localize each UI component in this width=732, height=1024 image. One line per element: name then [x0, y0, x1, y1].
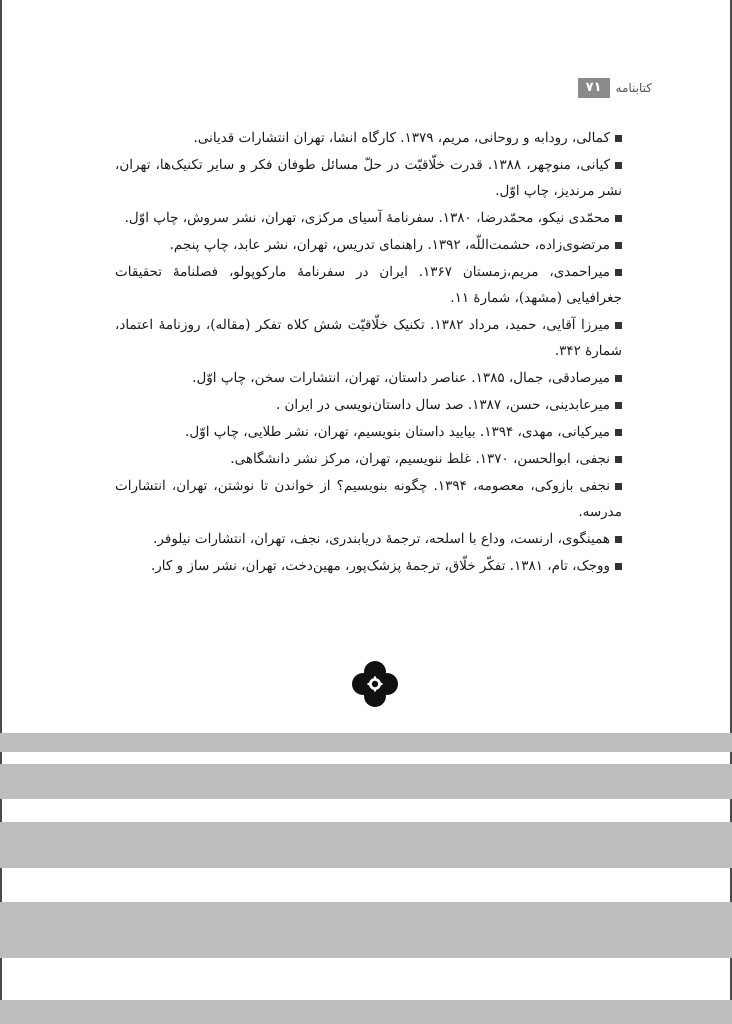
reference-text: مرتضوی‌زاده، حشمت‌اللّه، ۱۳۹۲. راهنمای تدریس، تهران، نشر عابد، چاپ پنجم. [169, 237, 610, 253]
decorative-stripe [0, 764, 732, 799]
reference-item [115, 205, 622, 231]
square-bullet-icon [615, 563, 622, 570]
reference-item [115, 526, 622, 552]
reference-item [115, 553, 622, 579]
page-number: ۷۱ [578, 78, 610, 98]
reference-text: میرصادقی، جمال، ۱۳۸۵. عناصر داستان، تهران، انتشارات سخن، چاپ اوّل. [192, 370, 610, 386]
square-bullet-icon [615, 456, 622, 463]
reference-item [115, 392, 622, 418]
decorative-stripe [0, 1000, 732, 1024]
decorative-stripe [0, 902, 732, 958]
square-bullet-icon [615, 215, 622, 222]
reference-text: همینگوی، ارنست، وداع با اسلحه، ترجمهٔ دریابندری، نجف، تهران، انتشارات نیلوفر. [153, 531, 610, 547]
reference-text: میراحمدی، مریم،زمستان ۱۳۶۷. ایران در سفرنامهٔ مارکوپولو، فصلنامهٔ تحقیقات جغرافیایی (مشهد)، شمارهٔ ۱۱. [115, 264, 622, 306]
reference-item [115, 419, 622, 445]
reference-text: کیانی، منوچهر، ۱۳۸۸. قدرت خلّاقیّت در حلّ مسائل طوفان فکر و سایر تکنیک‌ها، تهران، نشر مرندیز، چاپ اوّل. [115, 157, 622, 199]
reference-item [115, 473, 622, 525]
reference-item [115, 312, 622, 364]
four-petal-flower-icon [351, 660, 399, 708]
square-bullet-icon [615, 483, 622, 490]
square-bullet-icon [615, 402, 622, 409]
square-bullet-icon [615, 536, 622, 543]
reference-text: محمّدی نیکو، محمّدرضا، ۱۳۸۰. سفرنامهٔ آسیای مرکزی، تهران، نشر سروش، چاپ اوّل. [124, 210, 610, 226]
reference-item [115, 152, 622, 204]
reference-item [115, 232, 622, 258]
reference-text: میرزا آقایی، حمید، مرداد ۱۳۸۲. تکنیک خلّاقیّت شش کلاه تفکر (مقاله)، روزنامهٔ اعتماد، شمارهٔ ۳۴۲. [115, 317, 622, 359]
bibliography-list [115, 125, 622, 580]
decorative-stripe [0, 822, 732, 868]
reference-text: نجفی، ابوالحسن، ۱۳۷۰. غلط ننویسیم، تهران، مرکز نشر دانشگاهی. [230, 451, 610, 467]
reference-text: نجفی بازوکی، معصومه، ۱۳۹۴. چگونه بنویسیم؟ از خواندن تا نوشتن، تهران، انتشارات مدرسه. [115, 478, 622, 520]
reference-text: میرکیانی، مهدی، ۱۳۹۴. بیایید داستان بنویسیم، تهران، نشر طلایی، چاپ اوّل. [185, 424, 610, 440]
reference-text: میرعابدینی، حسن، ۱۳۸۷. صد سال داستان‌نویسی در ایران . [275, 397, 610, 413]
square-bullet-icon [615, 242, 622, 249]
square-bullet-icon [615, 375, 622, 382]
reference-text: کمالی، رودابه و روحانی، مریم، ۱۳۷۹. کارگاه انشا، تهران انتشارات قدیانی. [193, 130, 610, 146]
reference-text: ووجک، تام، ۱۳۸۱. تفکّر خلّاق، ترجمهٔ پزشک‌پور، مهین‌دخت، تهران، نشر ساز و کار. [150, 558, 610, 574]
square-bullet-icon [615, 322, 622, 329]
running-header [80, 76, 652, 100]
square-bullet-icon [615, 135, 622, 142]
square-bullet-icon [615, 162, 622, 169]
square-bullet-icon [615, 269, 622, 276]
square-bullet-icon [615, 429, 622, 436]
reference-item [115, 259, 622, 311]
decorative-stripe [0, 733, 732, 752]
reference-item [115, 365, 622, 391]
header-title: کتابنامه [615, 81, 652, 95]
reference-item [115, 125, 622, 151]
reference-item [115, 446, 622, 472]
